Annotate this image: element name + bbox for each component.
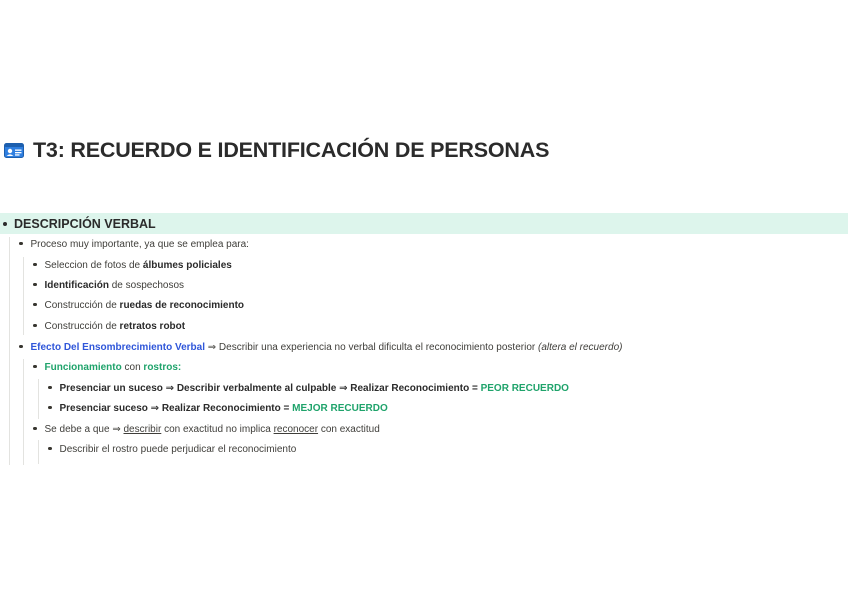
bullet-icon (3, 222, 7, 226)
bullet-icon (48, 386, 52, 390)
indent-guide (38, 440, 39, 464)
list-item: Proceso muy importante, ya que se emplea para: (19, 239, 249, 251)
list-item: Presenciar suceso ⇒ Realizar Reconocimiento = MEJOR RECUERDO (48, 403, 388, 415)
page-title (4, 138, 549, 163)
indent-guide (9, 237, 10, 465)
list-item: Presenciar un suceso ⇒ Describir verbalmente al culpable ⇒ Realizar Reconocimiento = PEOR RECUERDO (48, 383, 569, 395)
id-card-icon (4, 143, 24, 158)
bullet-icon (48, 406, 52, 410)
list-item: Se debe a que ⇒ describir con exactitud no implica reconocer con exactitud (33, 424, 380, 436)
section-header (0, 213, 848, 234)
bullet-icon (33, 365, 37, 369)
indent-guide (23, 257, 24, 335)
section-header-text: DESCRIPCIÓN VERBAL (14, 216, 156, 231)
page-title-text: T3: RECUERDO E IDENTIFICACIÓN DE PERSONAS (33, 138, 550, 162)
list-item: Construcción de retratos robot (33, 321, 185, 333)
list-item: Construcción de ruedas de reconocimiento (33, 300, 244, 312)
list-item: Describir el rostro puede perjudicar el reconocimiento (48, 444, 296, 456)
bullet-icon (19, 345, 23, 349)
bullet-icon (33, 283, 37, 287)
bullet-icon (19, 242, 23, 246)
bullet-icon (48, 447, 52, 451)
indent-guide (38, 379, 39, 419)
bullet-icon (33, 324, 37, 328)
bullet-icon (33, 263, 37, 267)
list-item: Efecto Del Ensombrecimiento Verbal ⇒ Describir una experiencia no verbal dificulta el reconocimiento posterior (altera el recuerdo) (19, 342, 622, 354)
indent-guide (23, 359, 24, 465)
bullet-icon (33, 303, 37, 307)
list-item: Identificación de sospechosos (33, 280, 184, 292)
bullet-icon (33, 427, 37, 431)
list-item: Funcionamiento con rostros: (33, 362, 181, 374)
list-item: Seleccion de fotos de álbumes policiales (33, 260, 232, 272)
